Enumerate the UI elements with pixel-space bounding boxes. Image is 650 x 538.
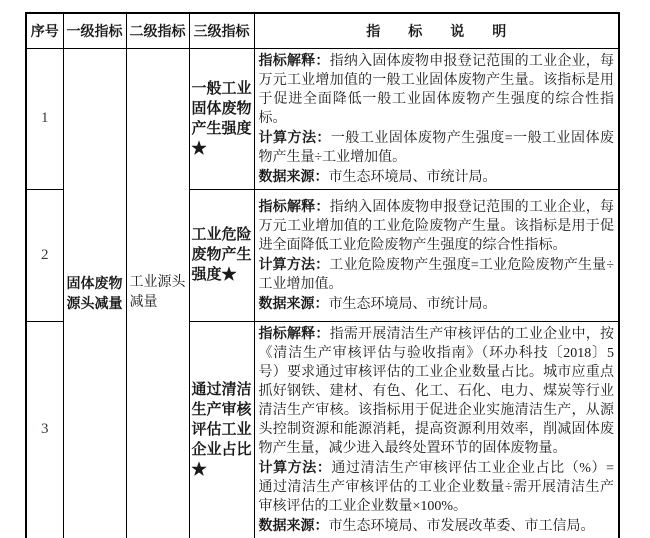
header-cell-description: 指 标 说 明 bbox=[254, 13, 619, 48]
desc-paragraph-method bbox=[259, 458, 615, 516]
desc-paragraph-method bbox=[259, 255, 615, 294]
desc-label: 数据来源： bbox=[258, 294, 329, 311]
table-header-row bbox=[26, 13, 619, 48]
desc-paragraph-explanation bbox=[259, 324, 615, 458]
indicator-description-cell bbox=[254, 321, 619, 538]
indicator-table bbox=[25, 12, 620, 538]
desc-paragraph-source bbox=[259, 294, 615, 314]
desc-paragraph-method bbox=[259, 128, 615, 167]
desc-text: 指纳入固体废物申报登记范围的工业企业，每万元工业增加值的工业危险废物产生量。该指标是用于促进全面降低工业危险废物产生强度的综合性指标。 bbox=[258, 199, 615, 253]
table-row bbox=[26, 48, 619, 189]
desc-paragraph-explanation bbox=[259, 197, 615, 255]
indicator-description-cell bbox=[254, 48, 619, 189]
header-cell-level3: 三级指标 bbox=[189, 13, 254, 48]
level3-indicator-cell: 通过清洁生产审核评估工业企业占比★ bbox=[189, 321, 254, 538]
desc-label: 计算方法： bbox=[258, 128, 331, 145]
desc-label: 指标解释： bbox=[258, 51, 330, 68]
level3-indicator-cell: 一般工业固体废物产生强度★ bbox=[189, 48, 254, 189]
indicator-description-cell bbox=[254, 189, 619, 321]
desc-label: 指标解释： bbox=[258, 324, 330, 341]
desc-paragraph-source bbox=[259, 516, 615, 536]
desc-label: 计算方法： bbox=[258, 255, 330, 272]
serial-number-cell: 1 bbox=[26, 48, 63, 189]
desc-label: 数据来源： bbox=[258, 167, 329, 184]
desc-text: 市生态环境局、市统计局。 bbox=[328, 296, 497, 312]
desc-text: 一般工业固体废物产生强度=一般工业固体废物产生量÷工业增加值。 bbox=[258, 130, 614, 165]
level3-indicator-cell: 工业危险废物产生强度★ bbox=[189, 189, 254, 321]
serial-number-cell: 3 bbox=[26, 321, 63, 538]
desc-text: 指纳入固体废物申报登记范围的工业企业，每万元工业增加值的一般工业固体废物产生量。该指标是用于促进全面降低一般工业固体废物产生强度的综合性指标。 bbox=[258, 53, 615, 126]
desc-text: 工业危险废物产生强度=工业危险废物产生量÷工业增加值。 bbox=[258, 257, 615, 292]
desc-label: 计算方法： bbox=[258, 458, 332, 475]
header-cell-serial: 序号 bbox=[26, 13, 63, 48]
desc-text: 通过清洁生产审核评估工业企业占比（%）=通过清洁生产审核评估的工业企业数量÷需开展清洁生产审核评估的工业企业数量×100%。 bbox=[258, 460, 614, 514]
desc-paragraph-source bbox=[259, 167, 615, 187]
desc-label: 指标解释： bbox=[258, 197, 330, 214]
desc-paragraph-explanation bbox=[259, 51, 615, 128]
desc-label: 数据来源： bbox=[258, 516, 329, 533]
level1-indicator-cell: 固体废物源头减量 bbox=[63, 48, 126, 538]
desc-text: 市生态环境局、市发展改革委、市工信局。 bbox=[328, 518, 595, 534]
level2-indicator-cell: 工业源头减量 bbox=[126, 48, 189, 538]
header-cell-level1: 一级指标 bbox=[63, 13, 126, 48]
header-cell-level2: 二级指标 bbox=[126, 13, 189, 48]
desc-text: 指需开展清洁生产审核评估的工业企业中，按《清洁生产审核评估与验收指南》（环办科技〔2018〕5 号）要求通过审核评估的工业企业数量占比。城市应重点抓好钢铁、建材、有色、化工、石化、电力、煤炭等行业清洁生产审核。该指标用于促进企业实施清洁生产，从源头控制资源和能源消耗，提高资源利用效率，削减固体废物产生量，减少进入最终处置环节的固体废物量。 bbox=[258, 326, 615, 456]
serial-number-cell: 2 bbox=[26, 189, 63, 321]
desc-text: 市生态环境局、市统计局。 bbox=[328, 169, 497, 185]
